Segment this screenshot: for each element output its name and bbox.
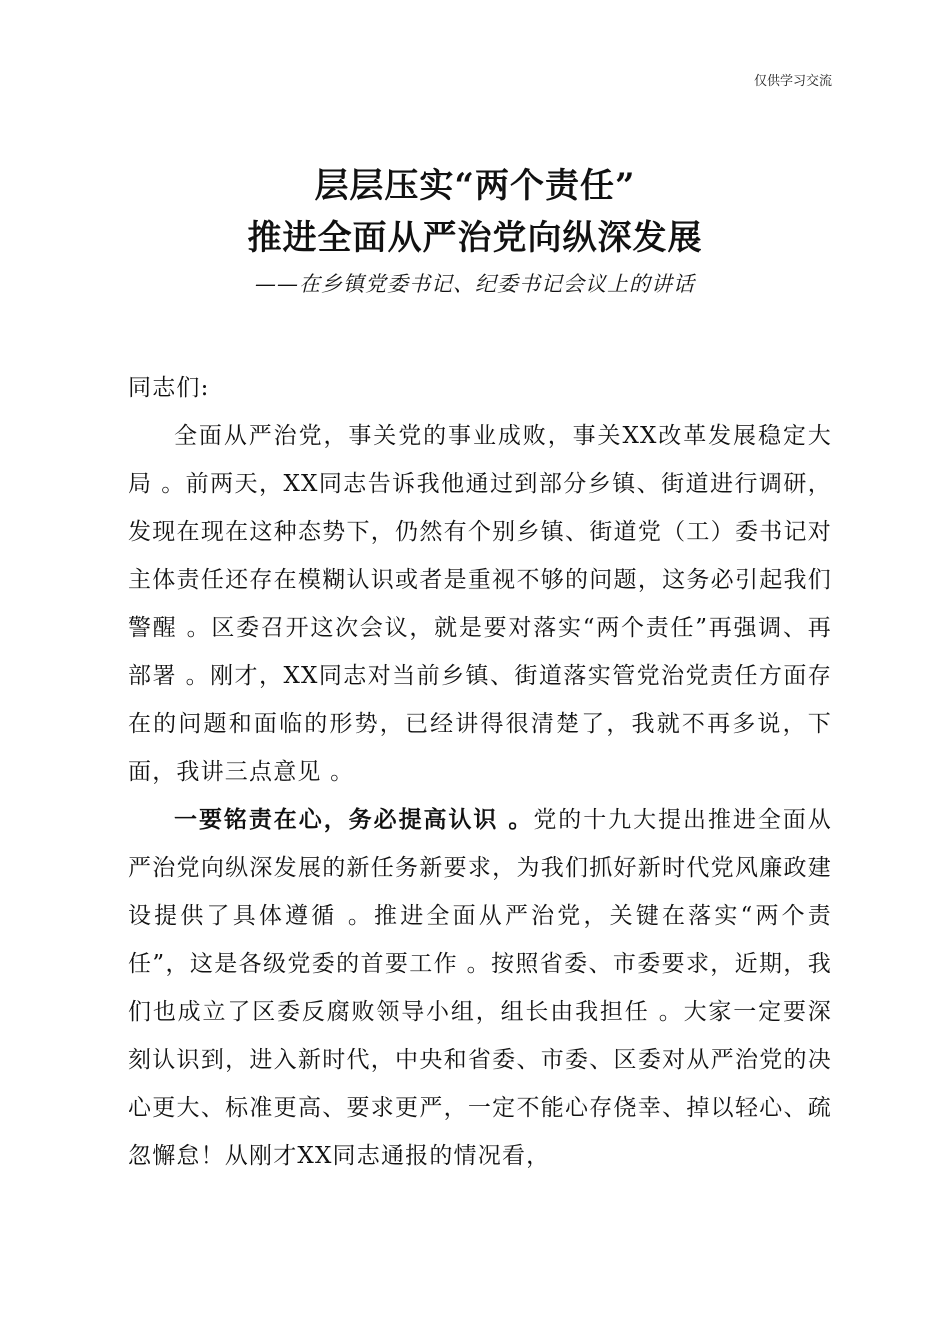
salutation: 同志们: — [128, 375, 210, 401]
document-body — [128, 364, 832, 1180]
paragraph-2 — [128, 796, 832, 1180]
paragraph-2-lead: 一要铭责在心，务必提高认识 。 — [174, 807, 534, 833]
paragraph-1: 全面从严治党，事关党的事业成败，事关XX改革发展稳定大局 。前两天，XX同志告诉我他通过到部分乡镇、街道进行调研，发现在现在这种态势下，仍然有个别乡镇、街道党（工）委书记对主体责任还存在模糊认识或者是重视不够的问题，这务必引起我们警醒 。区委召开这次会议，就是要对落实“两个责任”再强调、再部署 。刚才，XX同志对当前乡镇、街道落实管党治党责任方面存在的问题和面临的形势，已经讲得很清楚了，我就不再多说，下面，我讲三点意见 。 — [128, 423, 832, 785]
title-line-1: 层层压实“两个责任” — [314, 166, 636, 206]
subtitle: ——在乡镇党委书记、纪委书记会议上的讲话 — [255, 272, 695, 296]
paragraph-2-text: 党的十九大提出推进全面从严治党向纵深发展的新任务新要求，为我们抓好新时代党风廉政建设提供了具体遵循 。推进全面从严治党，关键在落实“两个责任”，这是各级党委的首要工作 。按照省委、市委要求，近期，我们也成立了区委反腐败领导小组，组长由我担任 。大家一定要深刻认识到，进入新时代，中央和省委、市委、区委对从严治党的决心更大、标准更高、要求更严，一定不能心存侥幸、掉以轻心、疏忽懈怠！从刚才XX同志通报的情况看， — [128, 807, 832, 1169]
title-line-2: 推进全面从严治党向纵深发展 — [247, 218, 703, 258]
header-note: 仅供学习交流 — [753, 74, 832, 89]
